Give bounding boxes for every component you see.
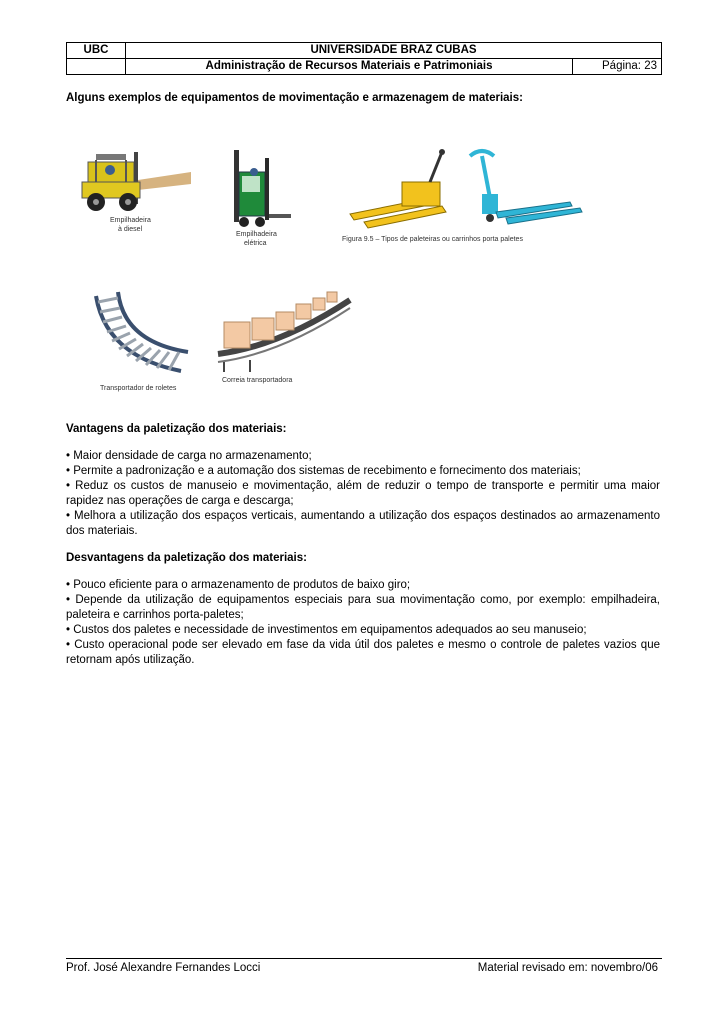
advantage-item: • Permite a padronização e a automação dos sistemas de recebimento e fornecimento dos materiais; [66, 465, 581, 477]
footer-revised: Material revisado em: novembro/06 [477, 962, 658, 974]
forklift-diesel-caption-2: à diesel [118, 226, 143, 233]
disadvantage-item: • Custo operacional pode ser elevado em fase da vida útil dos paletes e mesmo o controle de paletes vazios que retornam após utilização. [66, 639, 660, 666]
forklift-diesel-figure [66, 142, 206, 242]
forklift-diesel-caption-1: Empilhadeira [110, 217, 151, 224]
pallet-trucks-figure [330, 146, 590, 246]
roller-conveyor-figure [66, 286, 206, 396]
footer-author: Prof. José Alexandre Fernandes Locci [66, 962, 261, 974]
forklift-electric-caption-2: elétrica [244, 240, 267, 247]
advantages-title: Vantagens da paletização dos materiais: [66, 423, 287, 435]
advantage-item: • Reduz os custos de manuseio e movimentação, além de reduzir o tempo de transporte e permitir uma maior rapidez nas operações de carga e descarga; [66, 480, 660, 507]
belt-conveyor-caption: Correia transportadora [222, 377, 293, 384]
header-empty-cell [67, 59, 126, 75]
page-number: Página: 23 [573, 59, 662, 75]
advantage-item: • Maior densidade de carga no armazenamento; [66, 450, 312, 462]
disadvantage-item: • Custos dos paletes e necessidade de investimentos em equipamentos adequados ao seu manuseio; [66, 624, 587, 636]
disadvantages-title: Desvantagens da paletização dos materiais: [66, 552, 307, 564]
roller-conveyor-caption: Transportador de roletes [100, 385, 177, 392]
disadvantage-item: • Depende da utilização de equipamentos especiais para sua movimentação como, por exemplo: empilhadeira, paleteira e carrinhos porta-paletes; [66, 594, 660, 621]
main-content [66, 422, 660, 668]
page-header [66, 42, 662, 75]
intro-text: Alguns exemplos de equipamentos de movimentação e armazenagem de materiais: [66, 92, 523, 104]
course-title: Administração de Recursos Materiais e Patrimoniais [126, 59, 573, 75]
pallet-trucks-caption: Figura 9.5 – Tipos de paleteiras ou carrinhos porta paletes [342, 236, 523, 243]
advantage-item: • Melhora a utilização dos espaços verticais, aumentando a utilização dos espaços destinados ao armazenamento dos materiais. [66, 510, 660, 537]
forklift-electric-figure [220, 142, 300, 252]
footer-divider [66, 958, 662, 959]
forklift-electric-caption-1: Empilhadeira [236, 231, 277, 238]
institution-abbr: UBC [67, 43, 126, 59]
university-name: UNIVERSIDADE BRAZ CUBAS [126, 43, 662, 59]
disadvantage-item: • Pouco eficiente para o armazenamento de produtos de baixo giro; [66, 579, 411, 591]
belt-conveyor-figure [210, 286, 360, 386]
